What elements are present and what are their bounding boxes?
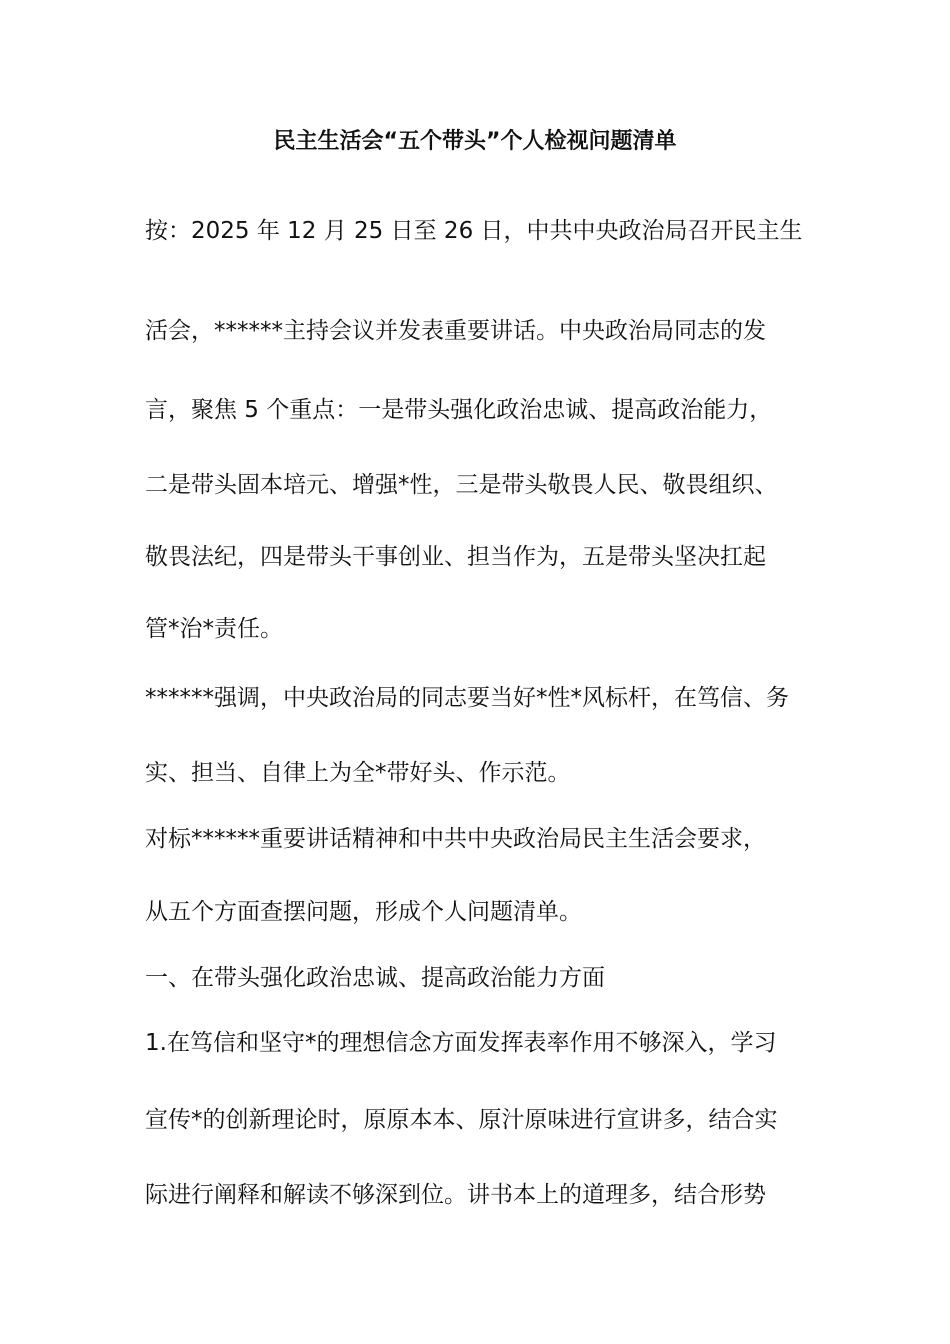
paragraph-line: 实、担当、自律上为全*带好头、作示范。 — [145, 760, 571, 786]
paragraph-line: 际进行阐释和解读不够深到位。讲书本上的道理多，结合形势 — [145, 1182, 766, 1208]
paragraph-line: 言，聚焦 5 个重点：一是带头强化政治忠诚、提高政治能力， — [145, 397, 773, 423]
paragraph-line: 敬畏法纪，四是带头干事创业、担当作为，五是带头坚决扛起 — [145, 544, 766, 570]
paragraph-line: 对标******重要讲话精神和中共中央政治局民主生活会要求， — [145, 826, 766, 852]
paragraph-line: 活会，******主持会议并发表重要讲话。中央政治局同志的发 — [145, 318, 766, 344]
document-title: 民主生活会“五个带头”个人检视问题清单 — [273, 129, 677, 154]
section-heading: 一、在带头强化政治忠诚、提高政治能力方面 — [145, 965, 605, 991]
paragraph-line: 管*治*责任。 — [145, 616, 283, 642]
paragraph-line: 从五个方面查摆问题，形成个人问题清单。 — [145, 899, 582, 925]
paragraph-line: 二是带头固本培元、增强*性，三是带头敬畏人民、敬畏组织、 — [145, 472, 778, 498]
paragraph-line: 按：2025 年 12 月 25 日至 26 日，中共中央政治局召开民主生 — [145, 218, 803, 244]
paragraph-line: 宣传*的创新理论时，原原本本、原汁原味进行宣讲多，结合实 — [145, 1107, 778, 1133]
paragraph-line: ******强调，中央政治局的同志要当好*性*风标杆，在笃信、务 — [145, 685, 789, 711]
paragraph-line: 1.在笃信和坚守*的理想信念方面发挥表率作用不够深入，学习 — [145, 1030, 777, 1056]
